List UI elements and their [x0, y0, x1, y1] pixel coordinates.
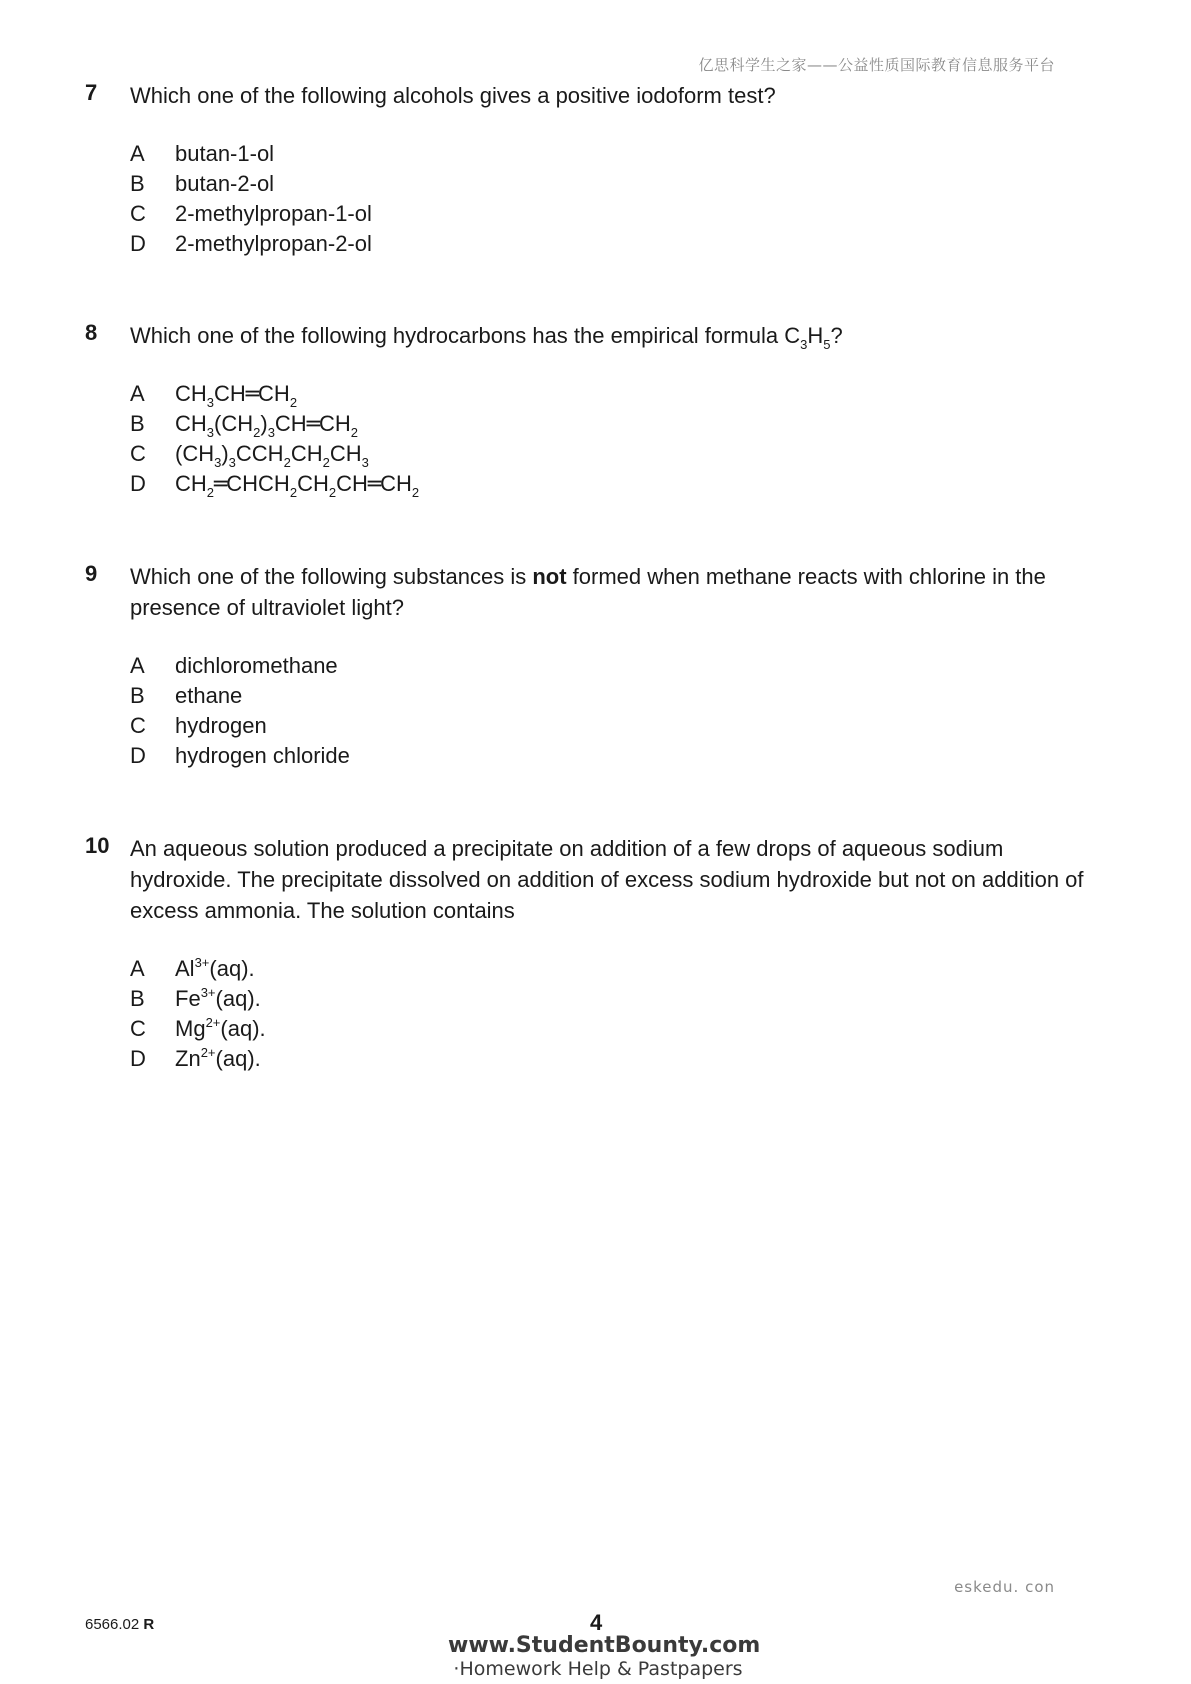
double-bond: ═ [214, 472, 227, 497]
option-text: hydrogen [175, 713, 267, 738]
page-number: 4 [590, 1610, 603, 1635]
option-letter: B [130, 986, 145, 1011]
option-a [130, 379, 1105, 409]
formula-part: CH [175, 471, 207, 496]
logo-url: www.StudentBounty.com [448, 1633, 761, 1658]
formula-part: CH [297, 471, 329, 496]
formula-part: CCH [235, 441, 284, 466]
option-b [130, 409, 1105, 439]
answer-options [130, 651, 1105, 771]
answer-options [130, 139, 1105, 259]
option-letter: A [130, 956, 145, 981]
subscript: 3 [361, 455, 369, 470]
option-letter: B [130, 411, 145, 436]
footer-site-watermark: eskedu. con [954, 1578, 1055, 1596]
question-text [130, 320, 1105, 351]
option-d [130, 469, 1105, 499]
subscript: 2 [253, 425, 261, 440]
subscript: 2 [350, 425, 358, 440]
paper-code-number: 6566.02 [85, 1616, 140, 1633]
option-text: dichloromethane [175, 653, 338, 678]
option-letter: A [130, 141, 145, 166]
answer-options [130, 379, 1105, 499]
question-text-part: Which one of the following substances is [130, 564, 533, 589]
option-a [130, 954, 1105, 984]
option-text [175, 954, 255, 984]
double-bond: ═ [367, 472, 381, 497]
option-c [130, 439, 1105, 469]
answer-options [130, 954, 1105, 1074]
ion-symbol: Al [175, 956, 195, 981]
formula-part: CH [258, 381, 290, 406]
subscript: 2 [328, 485, 337, 500]
formula-part: CH [175, 381, 207, 406]
formula [175, 409, 358, 440]
ion-charge: 2+ [200, 1045, 216, 1060]
formula-part: CH [336, 471, 368, 496]
option-d [130, 1044, 1105, 1074]
option-text: 2-methylpropan-1-ol [175, 201, 372, 226]
subscript: 3 [267, 425, 275, 440]
option-c [130, 199, 1105, 229]
option-c [130, 1014, 1105, 1044]
option-text [175, 1044, 261, 1074]
option-text: 2-methylpropan-2-ol [175, 231, 372, 256]
subscript: 2 [289, 395, 298, 410]
option-letter: B [130, 171, 145, 196]
option-letter: D [130, 1046, 146, 1071]
option-letter: C [130, 441, 146, 466]
option-text: butan-1-ol [175, 141, 275, 166]
question-9 [85, 561, 1105, 771]
question-8 [85, 320, 1105, 499]
ion-charge: 2+ [205, 1015, 221, 1030]
option-d [130, 741, 1105, 771]
option-letter: B [130, 683, 145, 708]
ion-symbol: Fe [175, 986, 201, 1011]
question-number: 7 [85, 80, 98, 105]
option-text: butan-2-ol [175, 171, 275, 196]
ion-symbol: Zn [175, 1046, 201, 1071]
formula-part: CH [274, 411, 307, 436]
subscript: 2 [322, 455, 330, 470]
option-letter: A [130, 381, 145, 406]
formula-part: CH [318, 411, 351, 436]
option-text [175, 1014, 266, 1044]
ion-symbol: Mg [175, 1016, 206, 1041]
option-a [130, 651, 1105, 681]
option-b [130, 984, 1105, 1014]
question-7 [85, 80, 1105, 259]
state-symbol: (aq). [215, 986, 261, 1011]
question-text-part: formed when methane reacts with chlorine in the presence of ultraviolet light? [130, 564, 1046, 620]
question-text [130, 561, 1105, 623]
option-d [130, 229, 1105, 259]
ion-charge: 3+ [194, 955, 210, 970]
formula-part: CH [329, 441, 362, 466]
double-bond: ═ [245, 382, 259, 407]
option-letter: C [130, 201, 146, 226]
question-text: Which one of the following alcohols gives a positive iodoform test? [130, 83, 776, 108]
option-letter: C [130, 1016, 146, 1041]
option-text: ethane [175, 683, 243, 708]
formula [175, 439, 369, 469]
formula [175, 469, 419, 500]
subscript: 2 [206, 485, 215, 500]
formula-part: (CH [214, 411, 254, 436]
question-text-part: ? [830, 323, 843, 348]
option-text: hydrogen chloride [175, 743, 350, 768]
ion-charge: 3+ [200, 985, 216, 1000]
option-b [130, 681, 1105, 711]
subscript: 2 [289, 485, 298, 500]
state-symbol: (aq). [220, 1016, 266, 1041]
question-number: 9 [85, 561, 98, 586]
formula-part: CHCH [226, 471, 290, 496]
formula-part: CH [214, 381, 246, 406]
option-b [130, 169, 1105, 199]
subscript: 3 [800, 337, 808, 352]
subscript: 3 [214, 455, 222, 470]
subscript: 3 [206, 395, 215, 410]
emphasis: not [532, 564, 567, 589]
header-watermark: 亿思科学生之家——公益性质国际教育信息服务平台 [698, 56, 1055, 74]
paper-code-suffix: R [143, 1616, 155, 1633]
subscript: 3 [228, 455, 236, 470]
question-number: 8 [85, 320, 98, 345]
subscript: 2 [411, 485, 420, 500]
state-symbol: (aq). [209, 956, 255, 981]
question-number: 10 [85, 833, 110, 858]
subscript: 2 [283, 455, 291, 470]
question-10 [85, 833, 1105, 1074]
question-text-part: H [807, 323, 824, 348]
option-text [175, 984, 261, 1014]
option-letter: C [130, 713, 146, 738]
formula-part: ) [260, 411, 268, 436]
formula-part: CH [380, 471, 412, 496]
option-letter: A [130, 653, 145, 678]
formula-part: ) [221, 441, 229, 466]
option-letter: D [130, 231, 146, 256]
question-text-part: Which one of the following hydrocarbons has the empirical formula C [130, 323, 801, 348]
logo-tagline: ·Homework Help & Pastpapers [453, 1658, 743, 1680]
option-letter: D [130, 471, 146, 496]
formula [175, 379, 297, 410]
studentbounty-logo [448, 1633, 761, 1680]
subscript: 3 [206, 425, 215, 440]
paper-code [85, 1616, 154, 1633]
formula-part: CH [175, 411, 207, 436]
question-text: An aqueous solution produced a precipitate on addition of a few drops of aqueous sodium hydroxide. The precipitate dissolved on addition of excess sodium hydroxide but not on addition of excess ammonia. The solution contains [130, 836, 1084, 923]
option-c [130, 711, 1105, 741]
formula-part: CH [290, 441, 323, 466]
formula-part: (CH [175, 441, 215, 466]
double-bond: ═ [306, 412, 319, 437]
subscript: 5 [823, 337, 831, 352]
state-symbol: (aq). [215, 1046, 261, 1071]
option-a [130, 139, 1105, 169]
option-letter: D [130, 743, 146, 768]
